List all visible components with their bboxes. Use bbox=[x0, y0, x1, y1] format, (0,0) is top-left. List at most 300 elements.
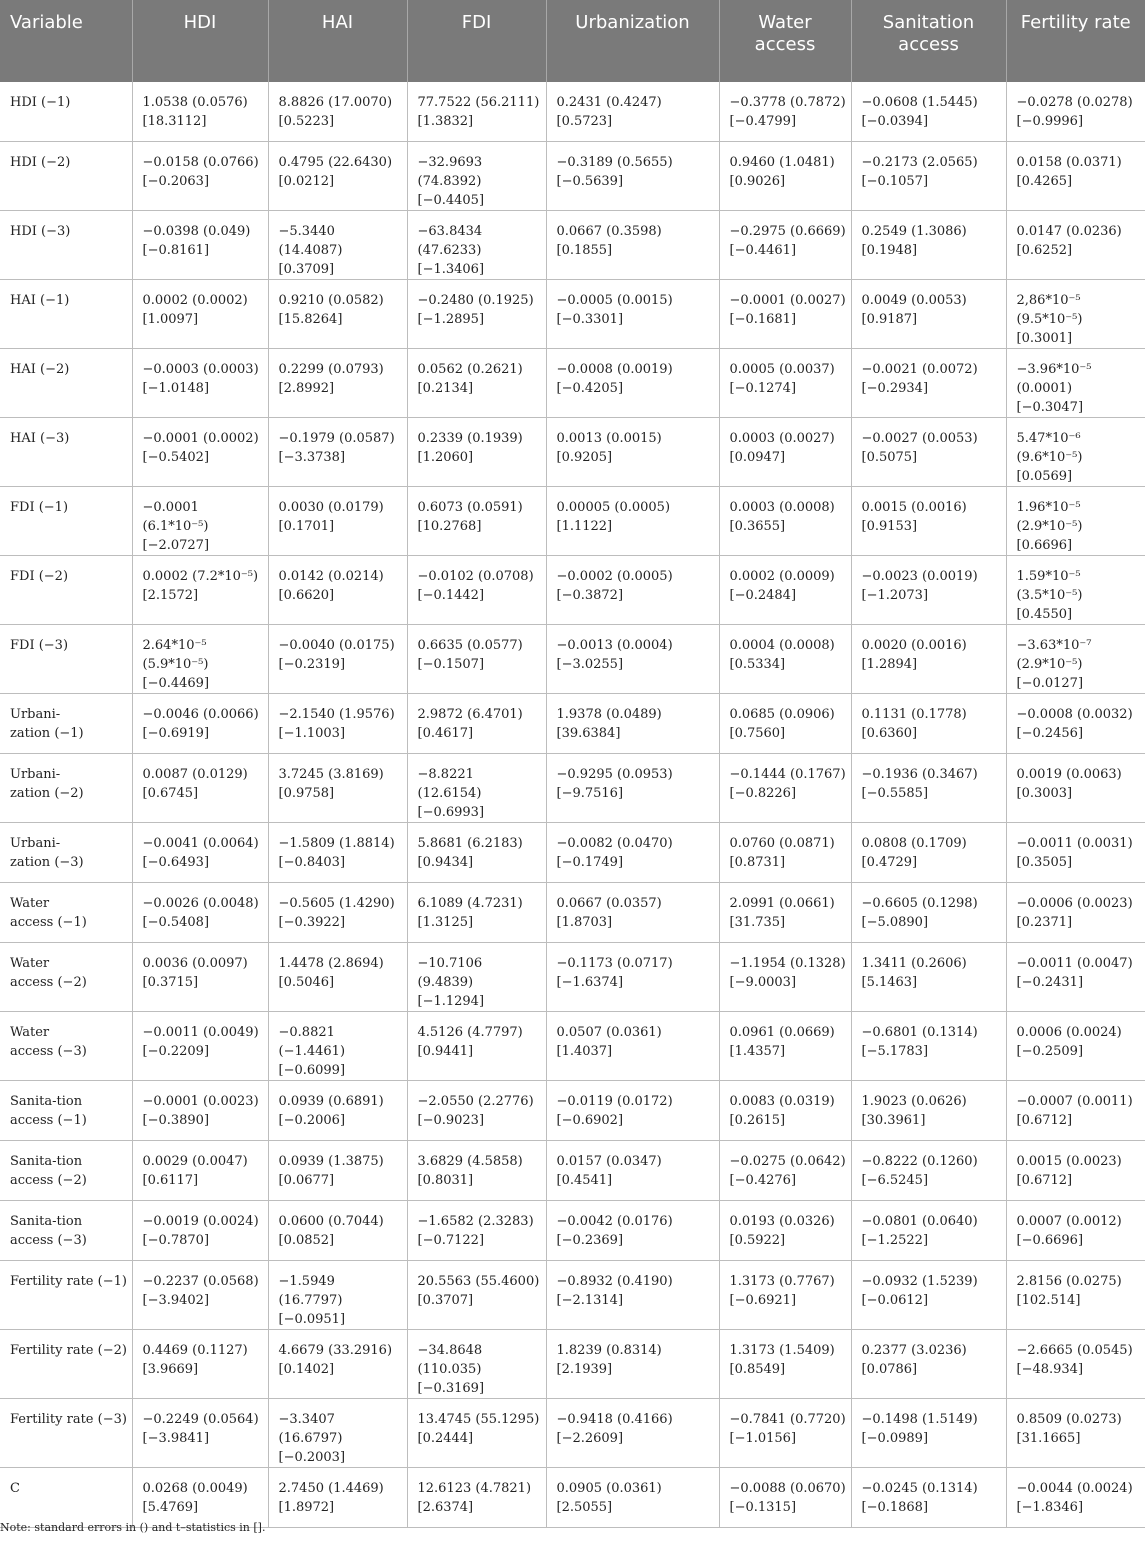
cell-line: 20.5563 (55.4600) bbox=[417, 1274, 540, 1289]
row-label-line: zation (−3) bbox=[10, 855, 84, 870]
cell-line: −3.96*10⁻⁵ (0.0001) bbox=[1016, 362, 1092, 396]
cell-line: [−1.6374] bbox=[556, 975, 624, 990]
row-label-line: access (−2) bbox=[10, 975, 87, 990]
cell-line: −3.63*10⁻⁷ bbox=[1016, 638, 1092, 653]
cell-line: [−0.2431] bbox=[1016, 975, 1084, 990]
cell-line: (74.8392) bbox=[417, 174, 482, 189]
header-cell: Sanitation access bbox=[851, 0, 1006, 82]
cell-line: [0.5223] bbox=[278, 114, 335, 129]
cell-line: −0.0011 (0.0049) bbox=[142, 1025, 259, 1040]
table-cell bbox=[407, 418, 546, 487]
cell-line: [0.2444] bbox=[417, 1431, 474, 1446]
cell-line: [−0.2934] bbox=[861, 381, 929, 396]
cell-line: [−0.9023] bbox=[417, 1113, 485, 1128]
cell-line: 1.9023 (0.0626) bbox=[861, 1094, 967, 1109]
table-cell bbox=[719, 943, 851, 1012]
cell-line: −0.0040 (0.0175) bbox=[278, 638, 395, 653]
cell-line: [−0.3047] bbox=[1016, 400, 1084, 415]
table-cell bbox=[851, 142, 1006, 211]
cell-line: −0.0019 (0.0024) bbox=[142, 1214, 259, 1229]
row-label-line: zation (−2) bbox=[10, 786, 84, 801]
cell-line: [30.3961] bbox=[861, 1113, 926, 1128]
table-cell bbox=[407, 556, 546, 625]
table-row bbox=[0, 943, 1145, 1012]
cell-line: [0.5046] bbox=[278, 975, 335, 990]
table-cell bbox=[1006, 142, 1145, 211]
header-cell: Water access bbox=[719, 0, 851, 82]
cell-line: −0.0245 (0.1314) bbox=[861, 1481, 978, 1496]
cell-line: 1.4478 (2.8694) bbox=[278, 956, 384, 971]
table-cell bbox=[546, 556, 719, 625]
cell-line: [−0.6696] bbox=[1016, 1233, 1084, 1248]
table-cell bbox=[268, 82, 407, 142]
cell-line: [0.7560] bbox=[729, 726, 786, 741]
table-cell bbox=[407, 694, 546, 754]
table-cell bbox=[407, 1081, 546, 1141]
cell-line: 0.0083 (0.0319) bbox=[729, 1094, 835, 1109]
table-cell bbox=[851, 1261, 1006, 1330]
cell-line: [0.8549] bbox=[729, 1362, 786, 1377]
cell-line: [0.5723] bbox=[556, 114, 613, 129]
header-row bbox=[0, 0, 1145, 82]
cell-line: 2.0991 (0.0661) bbox=[729, 896, 835, 911]
cell-line: 0.1131 (0.1778) bbox=[861, 707, 967, 722]
row-label-line: Water bbox=[10, 956, 50, 971]
cell-line: −34.8648 bbox=[417, 1343, 483, 1358]
table-cell bbox=[719, 349, 851, 418]
row-label-line: Water bbox=[10, 896, 50, 911]
table-cell bbox=[268, 625, 407, 694]
table-cell bbox=[407, 1201, 546, 1261]
cell-line: [2.8992] bbox=[278, 381, 335, 396]
table-cell bbox=[546, 418, 719, 487]
cell-line: −0.0608 (1.5445) bbox=[861, 95, 978, 110]
cell-line: 0.0002 (7.2*10⁻⁵) bbox=[142, 569, 259, 584]
table-cell bbox=[851, 943, 1006, 1012]
cell-line: (47.6233) bbox=[417, 243, 482, 258]
table-cell bbox=[132, 883, 268, 943]
cell-line: [0.6712] bbox=[1016, 1113, 1073, 1128]
table-cell bbox=[268, 1012, 407, 1081]
cell-line: 0.6635 (0.0577) bbox=[417, 638, 523, 653]
cell-line: [−0.2063] bbox=[142, 174, 210, 189]
cell-line: [−0.6921] bbox=[729, 1293, 797, 1308]
cell-line: 0.0020 (0.0016) bbox=[861, 638, 967, 653]
table-cell bbox=[546, 943, 719, 1012]
cell-line: 0.0003 (0.0027) bbox=[729, 431, 835, 446]
cell-line: [−48.934] bbox=[1016, 1362, 1084, 1377]
cell-line: 77.7522 (56.2111) bbox=[417, 95, 540, 110]
cell-line: [0.6696] bbox=[1016, 538, 1073, 553]
table-cell bbox=[719, 1468, 851, 1528]
table-cell bbox=[1006, 1141, 1145, 1201]
cell-line: [0.9434] bbox=[417, 855, 474, 870]
cell-line: 0.0808 (0.1709) bbox=[861, 836, 967, 851]
cell-line: (16.6797) bbox=[278, 1431, 343, 1446]
cell-line: [0.2134] bbox=[417, 381, 474, 396]
cell-line: [−0.3922] bbox=[278, 915, 346, 930]
cell-line: [5.4769] bbox=[142, 1500, 199, 1515]
cell-line: [0.3715] bbox=[142, 975, 199, 990]
table-cell bbox=[132, 625, 268, 694]
cell-line: [0.4550] bbox=[1016, 607, 1073, 622]
cell-line: [−0.2319] bbox=[278, 657, 346, 672]
table-cell bbox=[546, 1012, 719, 1081]
table-row bbox=[0, 418, 1145, 487]
cell-line: [−0.2003] bbox=[278, 1450, 346, 1465]
cell-line: −1.5949 bbox=[278, 1274, 335, 1289]
table-cell bbox=[546, 1330, 719, 1399]
cell-line: [−3.9841] bbox=[142, 1431, 210, 1446]
cell-line: [−1.1294] bbox=[417, 994, 485, 1009]
cell-line: −1.1954 (0.1328) bbox=[729, 956, 846, 971]
table-cell bbox=[719, 1399, 851, 1468]
cell-line: [0.2615] bbox=[729, 1113, 786, 1128]
cell-line: −0.0398 (0.049) bbox=[142, 224, 251, 239]
cell-line: [0.9026] bbox=[729, 174, 786, 189]
table-row bbox=[0, 556, 1145, 625]
table-cell bbox=[132, 694, 268, 754]
row-label: HDI (−3) bbox=[0, 211, 132, 280]
cell-line: −0.9295 (0.0953) bbox=[556, 767, 673, 782]
cell-line: −0.0011 (0.0031) bbox=[1016, 836, 1133, 851]
cell-line: 0.0019 (0.0063) bbox=[1016, 767, 1122, 782]
cell-line: −0.2249 (0.0564) bbox=[142, 1412, 259, 1427]
cell-line: [15.8264] bbox=[278, 312, 343, 327]
cell-line: 0.9460 (1.0481) bbox=[729, 155, 835, 170]
cell-line: 0.0600 (0.7044) bbox=[278, 1214, 384, 1229]
cell-line: [−0.6099] bbox=[278, 1063, 346, 1078]
cell-line: 0.0013 (0.0015) bbox=[556, 431, 662, 446]
cell-line: [1.2894] bbox=[861, 657, 918, 672]
cell-line: −0.0006 (0.0023) bbox=[1016, 896, 1133, 911]
cell-line: [−0.0127] bbox=[1016, 676, 1084, 691]
cell-line: −0.0001 (0.0002) bbox=[142, 431, 259, 446]
cell-line: [−1.1003] bbox=[278, 726, 346, 741]
cell-line: 0.0002 (0.0009) bbox=[729, 569, 835, 584]
table-cell bbox=[1006, 823, 1145, 883]
cell-line: [−0.5639] bbox=[556, 174, 624, 189]
table-cell bbox=[851, 82, 1006, 142]
table-cell bbox=[132, 1141, 268, 1201]
cell-line: [−0.3169] bbox=[417, 1381, 485, 1396]
cell-line: −63.8434 bbox=[417, 224, 483, 239]
cell-line: [1.1122] bbox=[556, 519, 613, 534]
row-label bbox=[0, 943, 132, 1012]
table-cell bbox=[268, 487, 407, 556]
row-label bbox=[0, 823, 132, 883]
cell-line: −1.6582 (2.3283) bbox=[417, 1214, 534, 1229]
table-cell bbox=[851, 823, 1006, 883]
cell-line: [102.514] bbox=[1016, 1293, 1081, 1308]
table-row bbox=[0, 1468, 1145, 1528]
cell-line: [0.3505] bbox=[1016, 855, 1073, 870]
cell-line: −0.0008 (0.0019) bbox=[556, 362, 673, 377]
cell-line: 0.6073 (0.0591) bbox=[417, 500, 523, 515]
table-row bbox=[0, 823, 1145, 883]
row-label: FDI (−3) bbox=[0, 625, 132, 694]
cell-line: [−1.2073] bbox=[861, 588, 929, 603]
table-cell bbox=[1006, 280, 1145, 349]
cell-line: [10.2768] bbox=[417, 519, 482, 534]
table-row bbox=[0, 754, 1145, 823]
cell-line: −0.0082 (0.0470) bbox=[556, 836, 673, 851]
table-cell bbox=[1006, 1261, 1145, 1330]
table-cell bbox=[1006, 1468, 1145, 1528]
row-label: Fertility rate (−1) bbox=[0, 1261, 132, 1330]
cell-line: [−1.0148] bbox=[142, 381, 210, 396]
cell-line: [0.1948] bbox=[861, 243, 918, 258]
table-row bbox=[0, 487, 1145, 556]
table-row bbox=[0, 883, 1145, 943]
table-cell bbox=[268, 280, 407, 349]
cell-line: [5.1463] bbox=[861, 975, 918, 990]
table-cell bbox=[407, 142, 546, 211]
table-cell bbox=[851, 1330, 1006, 1399]
table-cell bbox=[132, 556, 268, 625]
cell-line: −0.0008 (0.0032) bbox=[1016, 707, 1133, 722]
table-cell bbox=[1006, 1201, 1145, 1261]
row-label-line: access (−1) bbox=[10, 1113, 87, 1128]
cell-line: 1.3173 (1.5409) bbox=[729, 1343, 835, 1358]
cell-line: −0.0007 (0.0011) bbox=[1016, 1094, 1133, 1109]
cell-line: 0.0049 (0.0053) bbox=[861, 293, 967, 308]
cell-line: (14.4087) bbox=[278, 243, 343, 258]
row-label-line: access (−2) bbox=[10, 1173, 87, 1188]
cell-line: −0.0102 (0.0708) bbox=[417, 569, 534, 584]
table-row bbox=[0, 1201, 1145, 1261]
cell-line: 0.0147 (0.0236) bbox=[1016, 224, 1122, 239]
cell-line: [0.3709] bbox=[278, 262, 335, 277]
table-cell bbox=[546, 487, 719, 556]
cell-line: −2.0550 (2.2776) bbox=[417, 1094, 534, 1109]
cell-line: [−0.3872] bbox=[556, 588, 624, 603]
cell-line: [0.1402] bbox=[278, 1362, 335, 1377]
cell-line: −0.0275 (0.0642) bbox=[729, 1154, 846, 1169]
cell-line: [−0.7870] bbox=[142, 1233, 210, 1248]
row-label-line: Sanita-tion bbox=[10, 1094, 83, 1109]
cell-line: [−3.9402] bbox=[142, 1293, 210, 1308]
table-cell bbox=[268, 349, 407, 418]
cell-line: −0.0027 (0.0053) bbox=[861, 431, 978, 446]
cell-line: 0.0667 (0.3598) bbox=[556, 224, 662, 239]
cell-line: [0.6252] bbox=[1016, 243, 1073, 258]
table-cell bbox=[546, 82, 719, 142]
table-cell bbox=[719, 418, 851, 487]
cell-line: [0.0569] bbox=[1016, 469, 1073, 484]
table-cell bbox=[132, 1081, 268, 1141]
cell-line: 1.8239 (0.8314) bbox=[556, 1343, 662, 1358]
cell-line: 1.59*10⁻⁵ (3.5*10⁻⁵) bbox=[1016, 569, 1083, 603]
table-cell bbox=[407, 211, 546, 280]
cell-line: 0.0193 (0.0326) bbox=[729, 1214, 835, 1229]
table-cell bbox=[546, 349, 719, 418]
cell-line: [0.5922] bbox=[729, 1233, 786, 1248]
table-body bbox=[0, 82, 1145, 1528]
cell-line: [0.6620] bbox=[278, 588, 335, 603]
table-row bbox=[0, 211, 1145, 280]
cell-line: [−0.6993] bbox=[417, 805, 485, 820]
cell-line: 0.0157 (0.0347) bbox=[556, 1154, 662, 1169]
cell-line: (110.035) bbox=[417, 1362, 482, 1377]
cell-line: 0.0142 (0.0214) bbox=[278, 569, 384, 584]
cell-line: 0.0939 (1.3875) bbox=[278, 1154, 384, 1169]
table-cell bbox=[851, 883, 1006, 943]
cell-line: [0.1701] bbox=[278, 519, 335, 534]
row-label-line: Sanita-tion bbox=[10, 1154, 83, 1169]
cell-line: [−6.5245] bbox=[861, 1173, 929, 1188]
cell-line: [−0.2006] bbox=[278, 1113, 346, 1128]
cell-line: [−0.4799] bbox=[729, 114, 797, 129]
cell-line: [0.5334] bbox=[729, 657, 786, 672]
cell-line: 0.0015 (0.0023) bbox=[1016, 1154, 1122, 1169]
table-cell bbox=[719, 82, 851, 142]
table-cell bbox=[132, 211, 268, 280]
table-cell bbox=[132, 349, 268, 418]
cell-line: [31.1665] bbox=[1016, 1431, 1081, 1446]
cell-line: −0.8932 (0.4190) bbox=[556, 1274, 673, 1289]
cell-line: [1.4357] bbox=[729, 1044, 786, 1059]
cell-line: [−0.1749] bbox=[556, 855, 624, 870]
table-cell bbox=[546, 823, 719, 883]
cell-line: 2.9872 (6.4701) bbox=[417, 707, 523, 722]
cell-line: −2.6665 (0.0545) bbox=[1016, 1343, 1133, 1358]
table-row bbox=[0, 82, 1145, 142]
cell-line: 4.5126 (4.7797) bbox=[417, 1025, 523, 1040]
cell-line: [−0.6902] bbox=[556, 1113, 624, 1128]
cell-line: −0.0046 (0.0066) bbox=[142, 707, 259, 722]
table-cell bbox=[407, 1468, 546, 1528]
table-cell bbox=[1006, 883, 1145, 943]
header-cell: HAI bbox=[268, 0, 407, 82]
table-cell bbox=[719, 142, 851, 211]
cell-line: 3.7245 (3.8169) bbox=[278, 767, 384, 782]
cell-line: [−0.7122] bbox=[417, 1233, 485, 1248]
cell-line: 5.47*10⁻⁶ (9.6*10⁻⁵) bbox=[1016, 431, 1083, 465]
cell-line: [39.6384] bbox=[556, 726, 621, 741]
cell-line: 0.0029 (0.0047) bbox=[142, 1154, 248, 1169]
cell-line: −0.0002 (0.0005) bbox=[556, 569, 673, 584]
table-cell bbox=[132, 1468, 268, 1528]
cell-line: [0.5075] bbox=[861, 450, 918, 465]
table-cell bbox=[407, 280, 546, 349]
cell-line: [−0.5585] bbox=[861, 786, 929, 801]
table-cell bbox=[132, 280, 268, 349]
table-cell bbox=[546, 883, 719, 943]
cell-line: [−1.2522] bbox=[861, 1233, 929, 1248]
row-label-line: Urbani- bbox=[10, 767, 61, 782]
table-cell bbox=[546, 1201, 719, 1261]
table-cell bbox=[1006, 211, 1145, 280]
cell-line: 0.2549 (1.3086) bbox=[861, 224, 967, 239]
cell-line: [−5.0890] bbox=[861, 915, 929, 930]
table-cell bbox=[132, 1330, 268, 1399]
cell-line: −0.2480 (0.1925) bbox=[417, 293, 534, 308]
table-cell bbox=[132, 1012, 268, 1081]
cell-line: −0.0013 (0.0004) bbox=[556, 638, 673, 653]
table-cell bbox=[407, 487, 546, 556]
table-cell bbox=[268, 1141, 407, 1201]
row-label-line: Sanita-tion bbox=[10, 1214, 83, 1229]
cell-line: −0.0278 (0.0278) bbox=[1016, 95, 1133, 110]
row-label: HDI (−2) bbox=[0, 142, 132, 211]
header-cell: Fertility rate bbox=[1006, 0, 1145, 82]
cell-line: −0.0001 (0.0027) bbox=[729, 293, 846, 308]
table-cell bbox=[407, 883, 546, 943]
cell-line: 0.9210 (0.0582) bbox=[278, 293, 384, 308]
table-cell bbox=[851, 1012, 1006, 1081]
cell-line: [−0.2509] bbox=[1016, 1044, 1084, 1059]
table-cell bbox=[1006, 754, 1145, 823]
cell-line: [−0.6493] bbox=[142, 855, 210, 870]
cell-line: [−0.3301] bbox=[556, 312, 624, 327]
table-cell bbox=[268, 1261, 407, 1330]
cell-line: −0.0119 (0.0172) bbox=[556, 1094, 673, 1109]
row-label: HAI (−2) bbox=[0, 349, 132, 418]
table-cell bbox=[268, 1081, 407, 1141]
cell-line: (5.9*10⁻⁵) bbox=[142, 657, 209, 672]
table-cell bbox=[851, 280, 1006, 349]
cell-line: −0.7841 (0.7720) bbox=[729, 1412, 846, 1427]
cell-line: −0.0011 (0.0047) bbox=[1016, 956, 1133, 971]
cell-line: [31.735] bbox=[729, 915, 786, 930]
table-cell bbox=[1006, 625, 1145, 694]
table-cell bbox=[407, 82, 546, 142]
cell-line: [−0.2369] bbox=[556, 1233, 624, 1248]
row-label: HDI (−1) bbox=[0, 82, 132, 142]
cell-line: [1.2060] bbox=[417, 450, 474, 465]
table-row bbox=[0, 1012, 1145, 1081]
table-cell bbox=[1006, 82, 1145, 142]
cell-line: 1.96*10⁻⁵ (2.9*10⁻⁵) bbox=[1016, 500, 1083, 534]
table-cell bbox=[1006, 1399, 1145, 1468]
cell-line: [1.3832] bbox=[417, 114, 474, 129]
table-cell bbox=[132, 754, 268, 823]
cell-line: 13.4745 (55.1295) bbox=[417, 1412, 540, 1427]
cell-line: −0.0001 (6.1*10⁻⁵) bbox=[142, 500, 209, 534]
table-cell bbox=[407, 1399, 546, 1468]
table-cell bbox=[132, 943, 268, 1012]
cell-line: (2.9*10⁻⁵) bbox=[1016, 657, 1083, 672]
cell-line: −0.1979 (0.0587) bbox=[278, 431, 395, 446]
cell-line: [−0.1442] bbox=[417, 588, 485, 603]
cell-line: [−0.1274] bbox=[729, 381, 797, 396]
table-cell bbox=[719, 1141, 851, 1201]
table-cell bbox=[851, 1141, 1006, 1201]
row-label bbox=[0, 754, 132, 823]
table-cell bbox=[1006, 487, 1145, 556]
cell-line: [−0.9996] bbox=[1016, 114, 1084, 129]
cell-line: −0.0158 (0.0766) bbox=[142, 155, 259, 170]
cell-line: [1.4037] bbox=[556, 1044, 613, 1059]
cell-line: −0.0021 (0.0072) bbox=[861, 362, 978, 377]
cell-line: [−0.1315] bbox=[729, 1500, 797, 1515]
cell-line: [0.6712] bbox=[1016, 1173, 1073, 1188]
row-label-line: Urbani- bbox=[10, 707, 61, 722]
table-row bbox=[0, 1081, 1145, 1141]
table-cell bbox=[268, 823, 407, 883]
cell-line: −0.0932 (1.5239) bbox=[861, 1274, 978, 1289]
cell-line: [−0.8226] bbox=[729, 786, 797, 801]
cell-line: −0.1444 (0.1767) bbox=[729, 767, 846, 782]
cell-line: −32.9693 bbox=[417, 155, 483, 170]
cell-line: 2.64*10⁻⁵ bbox=[142, 638, 207, 653]
cell-line: 0.2377 (3.0236) bbox=[861, 1343, 967, 1358]
cell-line: −8.8221 (12.6154) bbox=[417, 767, 482, 801]
cell-line: 0.0006 (0.0024) bbox=[1016, 1025, 1122, 1040]
cell-line: [0.0212] bbox=[278, 174, 335, 189]
cell-line: 0.0685 (0.0906) bbox=[729, 707, 835, 722]
